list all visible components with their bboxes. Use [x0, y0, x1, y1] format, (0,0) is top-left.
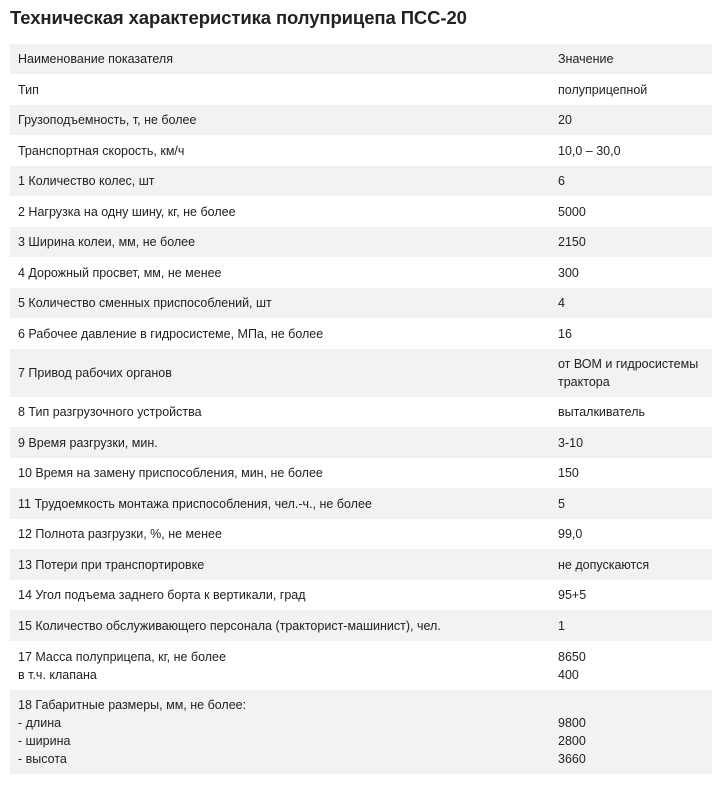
table-row	[10, 610, 712, 641]
row-name: 3 Ширина колеи, мм, не более	[18, 235, 196, 249]
row-value: 300	[558, 265, 579, 280]
row-value: полуприцепной	[558, 82, 648, 97]
row-value	[558, 690, 712, 774]
table-row	[10, 580, 712, 610]
row-name: 10 Время на замену приспособления, мин, не более	[18, 466, 323, 480]
row-value: 1	[558, 618, 565, 633]
row-value: 10,0 – 30,0	[558, 143, 621, 158]
row-name-line: - длина	[18, 716, 62, 730]
table-row	[10, 641, 712, 690]
row-name-line: 18 Габаритные размеры, мм, не более:	[18, 698, 247, 712]
table-row	[10, 135, 712, 166]
row-value-line: 9800	[558, 716, 586, 730]
row-name: 11 Трудоемкость монтажа приспособления, чел.-ч., не более	[18, 496, 372, 511]
table-row	[10, 257, 712, 288]
table-row	[10, 690, 712, 774]
page-title: Техническая характеристика полуприцепа ПСС-20	[10, 7, 467, 28]
row-value: 16	[558, 326, 572, 341]
table-row	[10, 397, 712, 427]
table-row	[10, 519, 712, 549]
spec-table	[10, 44, 712, 786]
row-value-line: от ВОМ и гидросистемы	[558, 357, 699, 371]
table-row	[10, 288, 712, 318]
table-row	[10, 427, 712, 458]
row-value: 5000	[558, 204, 586, 219]
table-row	[10, 166, 712, 196]
row-value: 95+5	[558, 588, 587, 602]
row-name-line: - ширина	[18, 734, 71, 748]
row-name-line: 17 Масса полуприцепа, кг, не более	[18, 649, 226, 664]
header-value: Значение	[558, 52, 614, 66]
row-value: 4	[558, 296, 565, 310]
row-value: 99,0	[558, 527, 583, 541]
row-name: 8 Тип разгрузочного устройства	[18, 405, 202, 419]
row-value-line: 400	[558, 667, 579, 682]
row-name	[10, 774, 558, 786]
row-name: Тип	[18, 82, 39, 97]
table-row	[10, 227, 712, 257]
row-name: 14 Угол подъема заднего борта к вертикали, град	[18, 588, 306, 602]
table-row	[10, 458, 712, 488]
row-name-line: - высота	[18, 752, 67, 766]
row-value: не допускаются	[558, 557, 650, 572]
table-row	[10, 349, 712, 397]
row-value-line: 8650	[558, 649, 586, 664]
row-value: выталкиватель	[558, 405, 646, 419]
row-value	[558, 641, 712, 690]
table-row	[10, 196, 712, 227]
table-row	[10, 318, 712, 349]
row-name: 9 Время разгрузки, мин.	[18, 435, 158, 450]
row-name: Грузоподъемность, т, не более	[18, 113, 197, 127]
row-value-line: 3660	[558, 752, 586, 766]
row-name: 13 Потери при транспортировке	[18, 557, 205, 572]
table-row	[10, 488, 712, 519]
header-name: Наименование показателя	[18, 52, 173, 66]
row-name: 4 Дорожный просвет, мм, не менее	[18, 265, 222, 280]
row-name: 2 Нагрузка на одну шину, кг, не более	[18, 204, 236, 219]
table-row	[10, 74, 712, 105]
row-value-line: 2800	[558, 734, 586, 748]
row-value	[558, 774, 712, 786]
row-value	[558, 349, 712, 397]
row-name: 15 Количество обслуживающего персонала (тракторист-машинист), чел.	[18, 618, 441, 633]
row-value-line: трактора	[558, 375, 610, 389]
row-value: 20	[558, 113, 572, 127]
row-value: 6	[558, 174, 565, 188]
table-row-empty	[10, 774, 712, 786]
table-row	[10, 549, 712, 580]
row-name: 6 Рабочее давление в гидросистеме, МПа, не более	[18, 326, 324, 341]
row-name: 5 Количество сменных приспособлений, шт	[18, 296, 272, 310]
table-row	[10, 105, 712, 135]
row-value: 5	[558, 496, 565, 511]
row-value: 150	[558, 466, 579, 480]
row-name-line: в т.ч. клапана	[18, 667, 97, 682]
row-name: 7 Привод рабочих органов	[18, 366, 172, 380]
row-name	[10, 641, 558, 690]
row-value-line	[558, 696, 708, 714]
row-name: 1 Количество колес, шт	[18, 174, 155, 188]
row-name: 12 Полнота разгрузки, %, не менее	[18, 527, 222, 541]
row-name	[10, 690, 558, 774]
row-value: 3-10	[558, 435, 584, 450]
table-header-row	[10, 44, 712, 74]
row-name: Транспортная скорость, км/ч	[18, 143, 185, 158]
row-value: 2150	[558, 235, 586, 249]
